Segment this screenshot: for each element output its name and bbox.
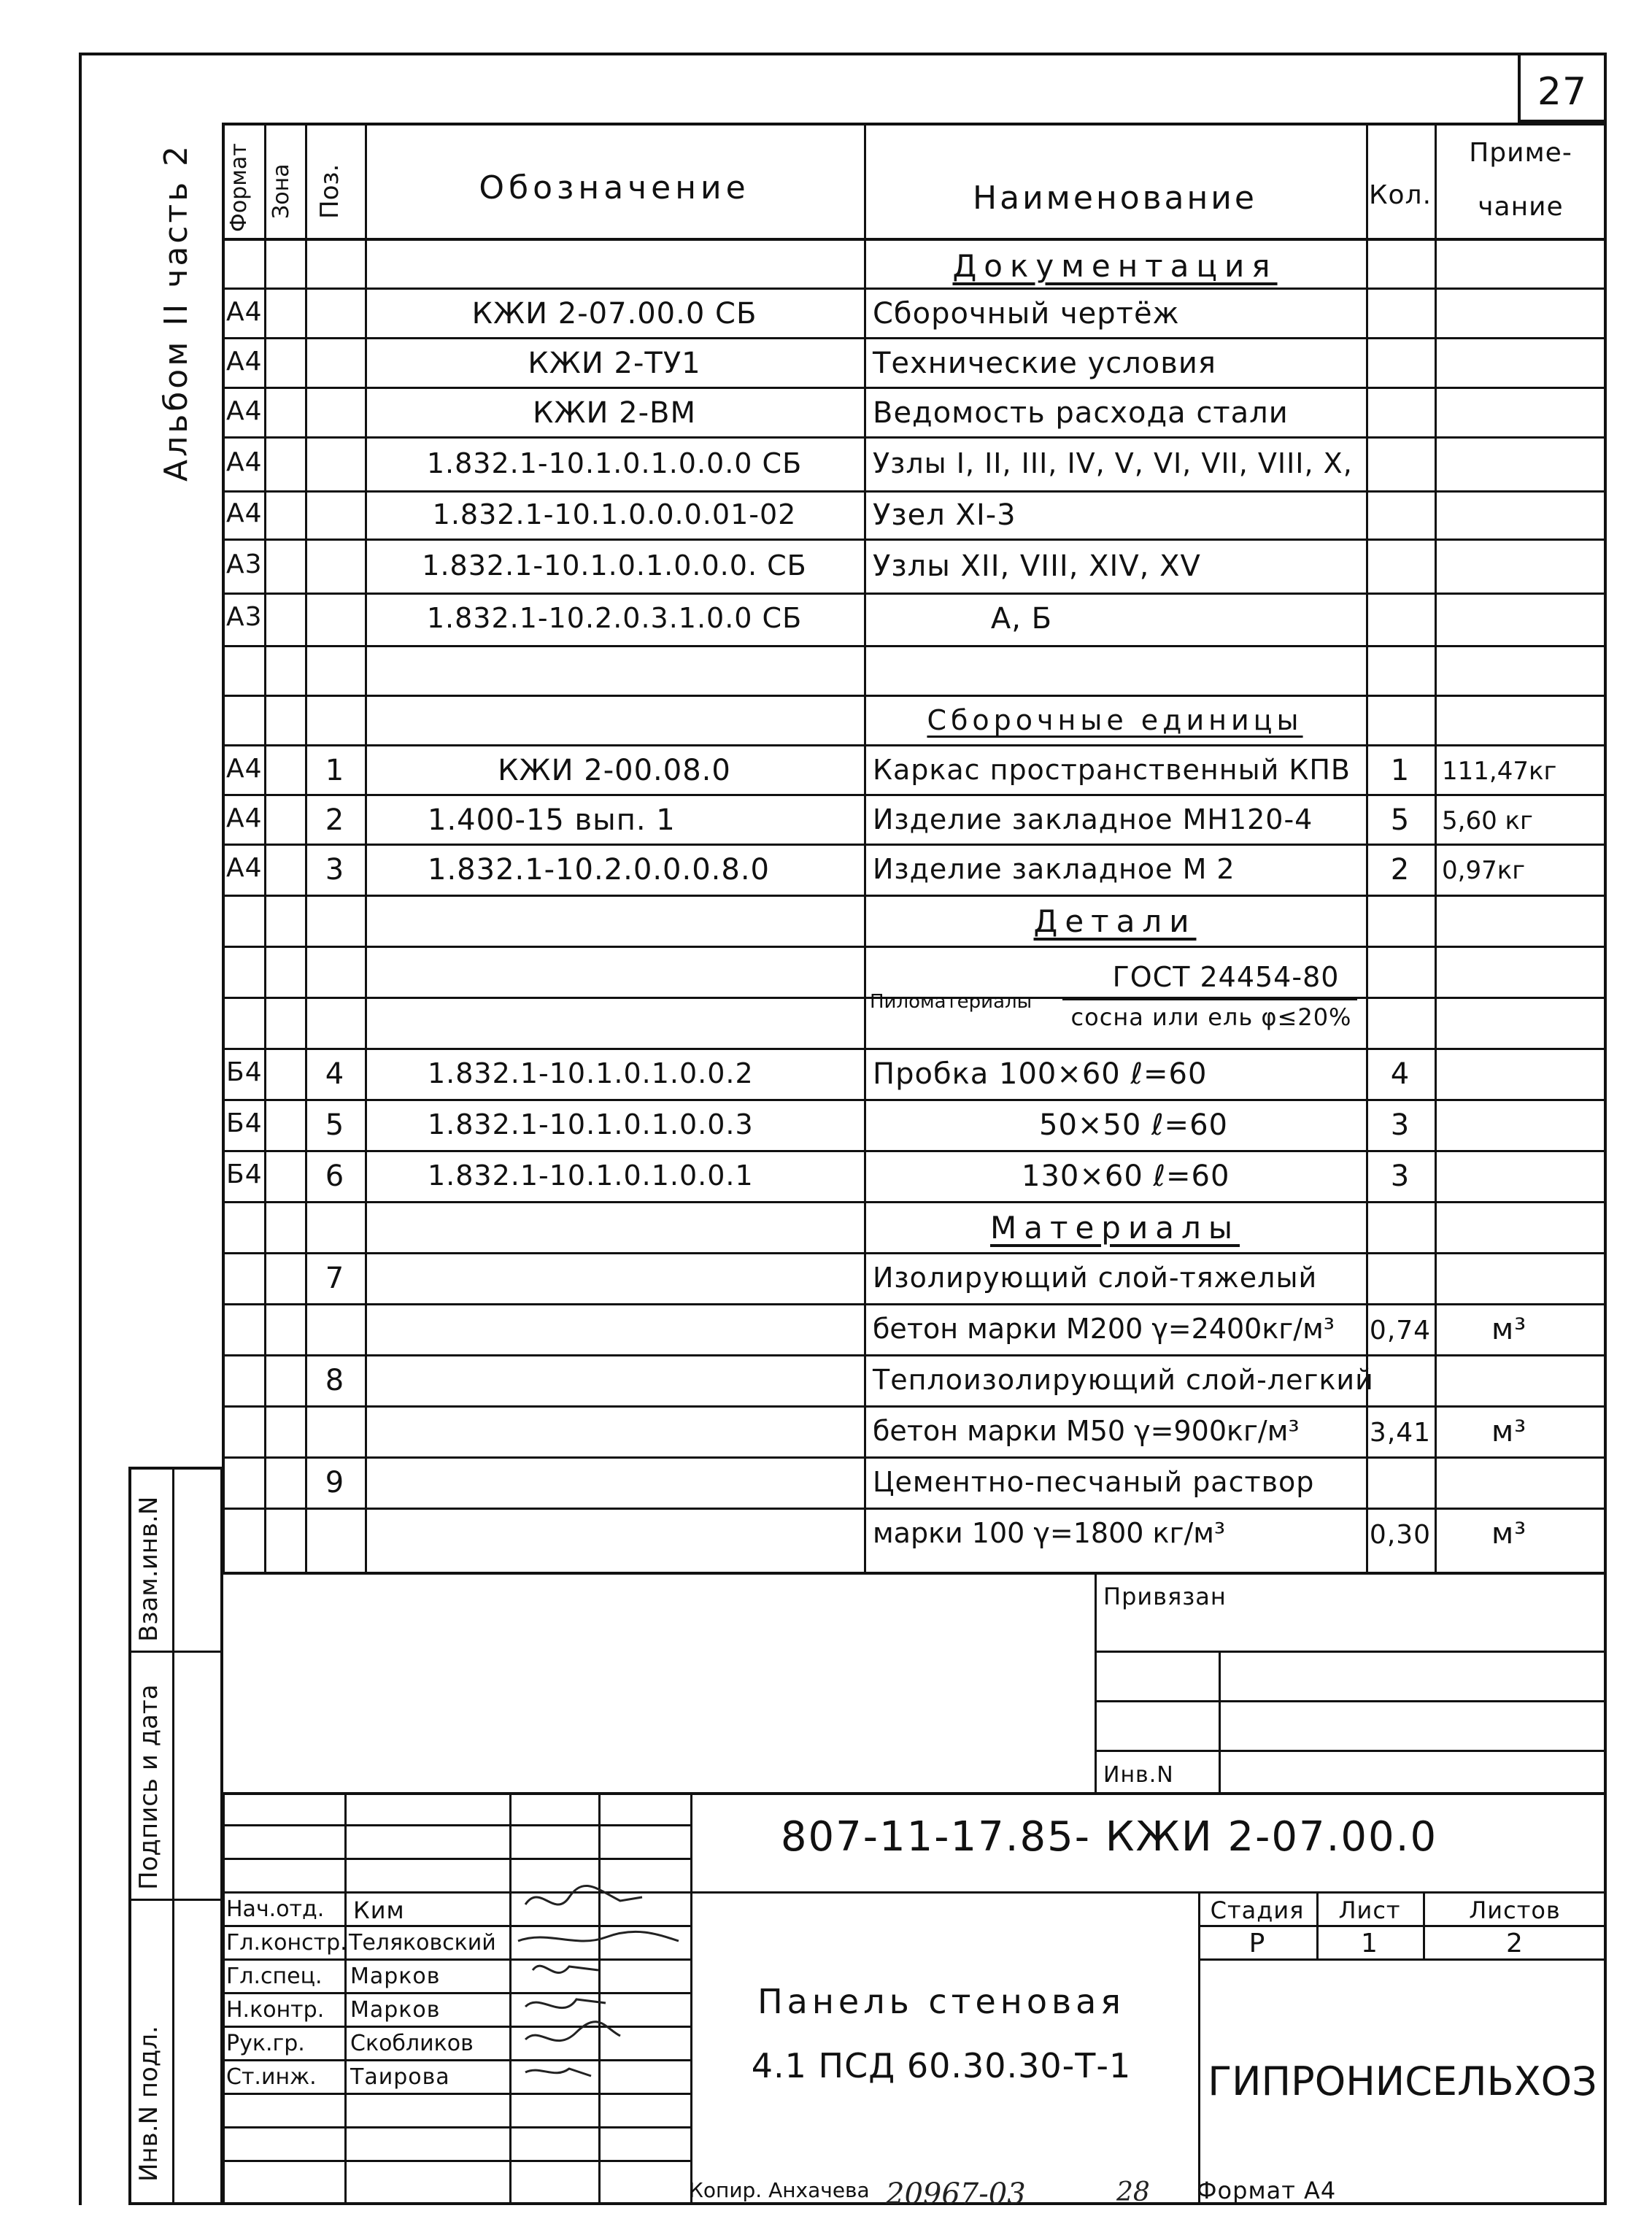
- part-format: Б4: [226, 1159, 263, 1189]
- doc-name: Узел XI-3: [873, 498, 1016, 532]
- material-line1: Цементно-песчаный раствор: [873, 1466, 1315, 1498]
- part-name: 50×50 ℓ=60: [1039, 1108, 1228, 1142]
- signatory-role: Рук.гр.: [226, 2031, 305, 2056]
- signatory-name: Таирова: [350, 2064, 450, 2090]
- part-designation: 1.832.1-10.1.0.1.0.0.3: [428, 1108, 754, 1140]
- assembly-format: А4: [226, 754, 263, 784]
- signatory-role: Нач.отд.: [226, 1896, 325, 1922]
- material-line2: бетон марки М50 γ=900кг/м³: [873, 1415, 1300, 1447]
- assembly-name: Каркас пространственный КПВ: [873, 754, 1351, 786]
- doc-designation: КЖИ 2-07.00.0 СБ: [471, 297, 757, 331]
- sheets-value: 2: [1506, 1929, 1524, 1958]
- header-note-1: Приме-: [1469, 138, 1572, 168]
- part-qty: 3: [1390, 1108, 1410, 1142]
- lumber-spec: сосна или ель φ≤20%: [1070, 1003, 1352, 1031]
- part-pos: 6: [325, 1159, 345, 1193]
- assembly-designation: КЖИ 2-00.08.0: [498, 754, 731, 787]
- binding-label: Привязан: [1103, 1583, 1227, 1610]
- doc-name: Узлы I, II, III, IV, V, VI, VII, VIII, X,: [873, 447, 1353, 479]
- part-designation: 1.832.1-10.1.0.1.0.0.2: [428, 1057, 754, 1089]
- assembly-pos: 2: [325, 803, 345, 837]
- assembly-pos: 1: [325, 754, 345, 787]
- doc-format: А3: [226, 549, 263, 579]
- doc-designation: 1.832.1-10.2.0.3.1.0.0 СБ: [426, 602, 803, 634]
- side-label: Альбом II часть 2: [158, 142, 195, 482]
- assembly-qty: 1: [1390, 754, 1410, 787]
- header-note-2: чание: [1478, 192, 1564, 222]
- margin-inv-orig: Инв.N подл.: [134, 2026, 163, 2182]
- assembly-qty: 5: [1390, 803, 1410, 837]
- part-qty: 4: [1390, 1057, 1410, 1091]
- signatory-role: Ст.инж.: [226, 2064, 317, 2090]
- margin-replace-inv: Взам.инв.N: [134, 1496, 163, 1642]
- doc-format: А4: [226, 447, 263, 477]
- doc-format: А4: [226, 396, 263, 426]
- material-line1: Изолирующий слой-тяжелый: [873, 1262, 1318, 1294]
- doc-name: Узлы XII, VIII, XIV, XV: [873, 549, 1201, 583]
- signatory-name: Теляковский: [349, 1930, 496, 1956]
- part-qty: 3: [1390, 1159, 1410, 1193]
- doc-format: А4: [226, 498, 263, 528]
- header-name: Наименование: [973, 180, 1257, 217]
- doc-format: А4: [226, 347, 263, 377]
- material-pos: 9: [325, 1466, 345, 1500]
- part-format: Б4: [226, 1057, 263, 1087]
- stage-value: Р: [1248, 1929, 1266, 1958]
- organization: ГИПРОНИСЕЛЬХОЗ: [1208, 2058, 1597, 2104]
- part-pos: 4: [325, 1057, 345, 1091]
- part-designation: 1.832.1-10.1.0.1.0.0.1: [428, 1159, 754, 1192]
- title-code: 807-11-17.85- КЖИ 2-07.00.0: [780, 1813, 1438, 1861]
- doc-name: Сборочный чертёж: [873, 297, 1180, 331]
- material-unit: м³: [1491, 1313, 1527, 1346]
- assembly-name: Изделие закладное МН120-4: [873, 803, 1313, 835]
- doc-format: А4: [226, 297, 263, 327]
- assembly-pos: 3: [325, 853, 345, 887]
- section-parts: Детали: [1033, 903, 1197, 939]
- material-line2: бетон марки М200 γ=2400кг/м³: [873, 1313, 1335, 1345]
- assembly-designation: 1.400-15 вып. 1: [428, 803, 676, 837]
- footer-format: Формат А4: [1197, 2177, 1337, 2204]
- sheet-label: Лист: [1338, 1896, 1401, 1924]
- header-zone: Зона: [269, 163, 294, 219]
- material-unit: м³: [1491, 1415, 1527, 1448]
- signatory-role: Гл.спец.: [226, 1964, 323, 1989]
- signatory-name: Марков: [350, 1997, 441, 2023]
- material-line2: марки 100 γ=1800 кг/м³: [873, 1517, 1226, 1549]
- material-pos: 8: [325, 1364, 345, 1397]
- material-qty: 3,41: [1369, 1418, 1432, 1448]
- doc-designation: 1.832.1-10.1.0.0.0.01-02: [432, 498, 797, 530]
- signature-marks: [511, 1868, 693, 2101]
- material-qty: 0,74: [1369, 1316, 1432, 1346]
- assembly-qty: 2: [1390, 853, 1410, 887]
- assembly-format: А4: [226, 853, 263, 883]
- assembly-note: 111,47кг: [1442, 757, 1557, 786]
- doc-designation: 1.832.1-10.1.0.1.0.0.0. СБ: [422, 549, 807, 582]
- panel-line1: Панель стеновая: [757, 1982, 1125, 2021]
- assembly-designation: 1.832.1-10.2.0.0.0.8.0: [428, 853, 770, 887]
- signatory-name: Марков: [350, 1964, 441, 1989]
- footer-page: 28: [1116, 2177, 1150, 2207]
- signatory-name: Ким: [353, 1896, 405, 1924]
- material-qty: 0,30: [1369, 1520, 1432, 1550]
- part-format: Б4: [226, 1108, 263, 1138]
- section-assemblies: Сборочные единицы: [927, 704, 1303, 736]
- doc-format: А3: [226, 602, 263, 632]
- lumber-gost: ГОСТ 24454-80: [1112, 961, 1340, 993]
- doc-name: Технические условия: [873, 347, 1216, 380]
- footer-number: 20967-03: [886, 2177, 1026, 2211]
- footer-copied-text: Копир. Анхачева: [689, 2178, 870, 2202]
- section-materials: Материалы: [990, 1210, 1240, 1246]
- section-documentation: Документация: [952, 248, 1278, 284]
- panel-line2: 4.1 ПСД 60.30.30-Т-1: [751, 2046, 1132, 2085]
- header-format: Формат: [226, 143, 252, 232]
- header-pos: Поз.: [315, 163, 344, 219]
- part-name: 130×60 ℓ=60: [1022, 1159, 1230, 1193]
- sheet-number: 27: [1537, 70, 1588, 114]
- material-line1: Теплоизолирующий слой-легкий: [873, 1364, 1374, 1396]
- assembly-format: А4: [226, 803, 263, 833]
- sheets-label: Листов: [1469, 1896, 1561, 1924]
- header-qty: Кол.: [1368, 180, 1432, 210]
- margin-sign-date: Подпись и дата: [134, 1684, 163, 1890]
- material-unit: м³: [1491, 1517, 1527, 1551]
- doc-designation: 1.832.1-10.1.0.1.0.0.0 СБ: [426, 447, 803, 479]
- stage-label: Стадия: [1210, 1896, 1305, 1924]
- assembly-name: Изделие закладное М 2: [873, 853, 1235, 885]
- doc-name: Ведомость расхода стали: [873, 396, 1289, 430]
- sheet-value: 1: [1361, 1929, 1378, 1958]
- doc-designation: КЖИ 2-ТУ1: [528, 347, 701, 380]
- lumber-label: Пиломатериалы: [870, 991, 1032, 1013]
- header-designation: Обозначение: [479, 169, 750, 207]
- assembly-note: 0,97кг: [1442, 856, 1526, 885]
- signatory-role: Гл.констр.: [226, 1930, 347, 1956]
- doc-designation: КЖИ 2-ВМ: [533, 396, 696, 430]
- doc-name: А, Б: [990, 602, 1053, 636]
- material-pos: 7: [325, 1262, 345, 1295]
- part-name: Пробка 100×60 ℓ=60: [873, 1057, 1208, 1091]
- signatory-name: Скобликов: [350, 2031, 474, 2056]
- signatory-role: Н.контр.: [226, 1997, 325, 2023]
- binding-inv: Инв.N: [1103, 1762, 1174, 1788]
- part-pos: 5: [325, 1108, 345, 1142]
- specification-table: [222, 123, 1607, 1575]
- assembly-note: 5,60 кг: [1442, 806, 1533, 835]
